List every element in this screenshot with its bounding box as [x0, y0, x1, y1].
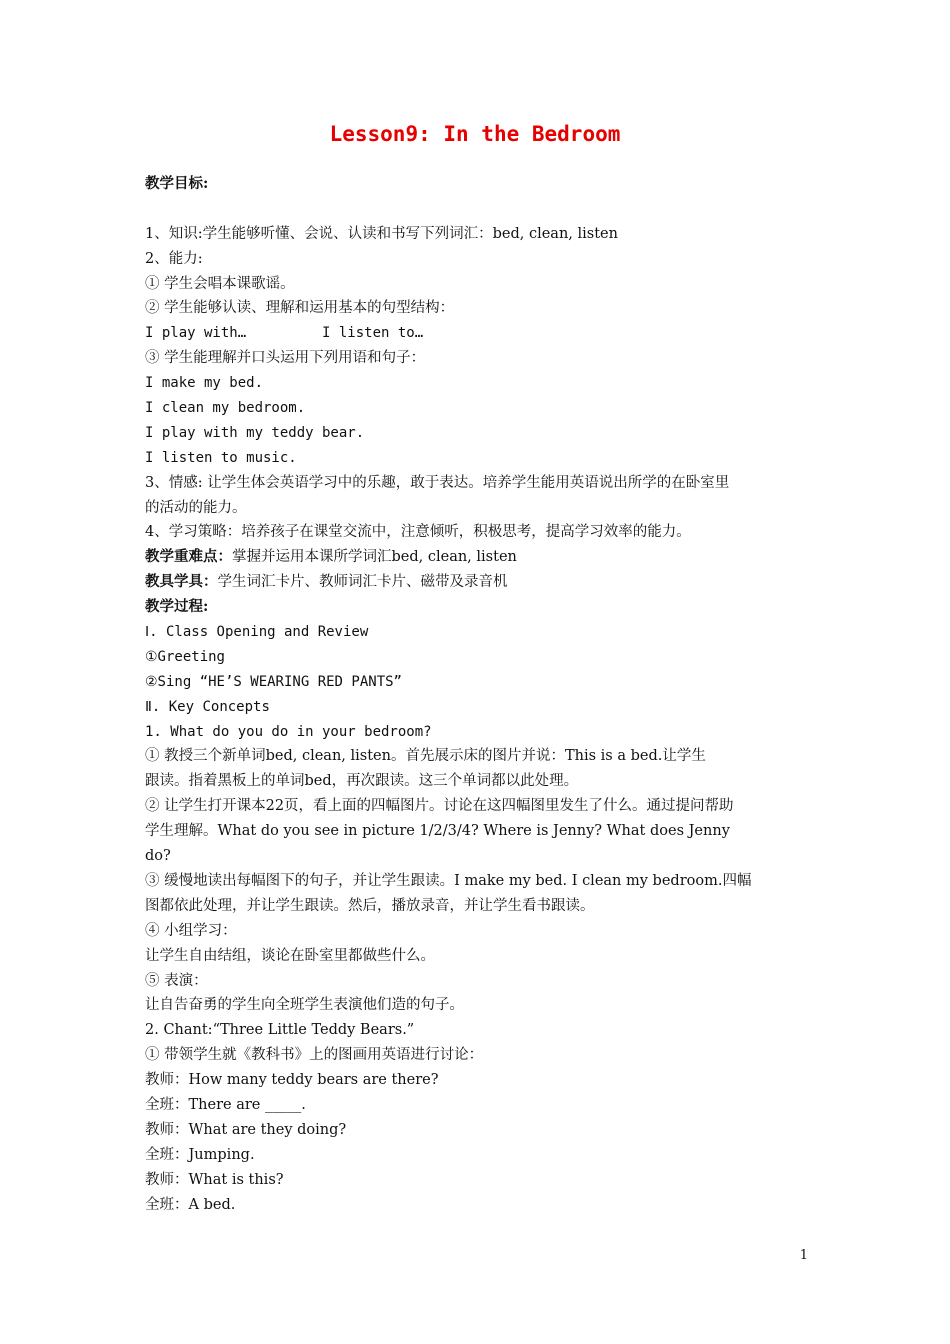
text-line: 4、学习策略：培养孩子在课堂交流中，注意倾听，积极思考，提高学习效率的能力。	[145, 524, 691, 541]
text-line: I play with… I listen to…	[145, 325, 424, 342]
text-line: ① 带领学生就《教科书》上的图画用英语进行讨论：	[145, 1047, 484, 1064]
text-line: 教师：How many teddy bears are there?	[145, 1072, 439, 1089]
text-line: 教师：What is this?	[145, 1171, 284, 1188]
process-heading: 教学过程:	[145, 598, 209, 616]
text-line: 2. Chant:“Three Little Teddy Bears.”	[145, 1022, 415, 1039]
text-line: ③ 缓慢地读出每幅图下的句子，并让学生跟读。I make my bed. I clean my bedroom.四幅	[145, 872, 752, 889]
text-line: ② 学生能够认读、理解和运用基本的句型结构：	[145, 300, 455, 317]
text-line: Ⅰ. Class Opening and Review	[145, 624, 369, 641]
text-line: I make my bed.	[145, 375, 264, 392]
text-line: 2、能力:	[145, 250, 203, 267]
text-line: ② 让学生打开课本22页，看上面的四幅图片。讨论在这四幅图里发生了什么。通过提问帮助	[145, 798, 734, 815]
text-line: 1、知识:学生能够听懂、会说、认读和书写下列词汇：bed, clean, listen	[145, 225, 618, 242]
text-line: ④ 小组学习：	[145, 922, 237, 939]
text-line: 让自告奋勇的学生向全班学生表演他们造的句子。	[145, 997, 464, 1014]
text-line: ① 教授三个新单词bed, clean, listen。首先展示床的图片并说：This is a bed.让学生	[145, 748, 706, 765]
text-line: 3、情感: 让学生体会英语学习中的乐趣，敢于表达。培养学生能用英语说出所学的在卧室里	[145, 474, 730, 491]
document-body	[145, 172, 810, 1217]
tools-text: 学生词汇卡片、教师词汇卡片、磁带及录音机	[217, 574, 508, 591]
text-line: 全班：Jumping.	[145, 1146, 255, 1163]
text-line: I play with my teddy bear.	[145, 424, 365, 441]
text-line: I listen to music.	[145, 449, 297, 466]
blank-line	[145, 197, 810, 222]
tools-label: 教具学具：	[145, 573, 218, 591]
text-line: ⑤ 表演：	[145, 972, 208, 989]
objectives-heading: 教学目标:	[145, 175, 209, 192]
text-line: ③ 学生能理解并口头运用下列用语和句子：	[145, 350, 426, 367]
text-line: Ⅱ. Key Concepts	[145, 698, 270, 715]
text-line: 教师：What are they doing?	[145, 1121, 347, 1138]
text-line: 1. What do you do in your bedroom?	[145, 723, 432, 740]
tools-line	[145, 570, 810, 595]
text-line: 全班：There are _____.	[145, 1096, 306, 1113]
key-points-label: 教学重难点：	[145, 548, 232, 566]
text-line: 全班：A bed.	[145, 1196, 236, 1213]
text-line: 学生理解。What do you see in picture 1/2/3/4? Where is Jenny? What does Jenny	[145, 823, 730, 840]
text-line: 图都依此处理，并让学生跟读。然后，播放录音，并让学生看书跟读。	[145, 897, 595, 914]
text-line: I clean my bedroom.	[145, 400, 306, 417]
page-number: 1	[799, 1248, 808, 1263]
text-line: 让学生自由结组，谈论在卧室里都做些什么。	[145, 947, 435, 964]
page-title: Lesson9: In the Bedroom	[329, 122, 621, 146]
text-line: 的活动的能力。	[145, 499, 247, 516]
text-line: ①Greeting	[145, 648, 225, 665]
text-line: ① 学生会唱本课歌谣。	[145, 275, 295, 292]
text-line: do?	[145, 848, 171, 865]
key-points-line	[145, 545, 810, 570]
key-points-text: 掌握并运用本课所学词汇bed, clean, listen	[232, 549, 517, 566]
text-line: ②Sing “HE’S WEARING RED PANTS”	[145, 673, 402, 690]
text-line: 跟读。指着黑板上的单词bed，再次跟读。这三个单词都以此处理。	[145, 773, 579, 790]
